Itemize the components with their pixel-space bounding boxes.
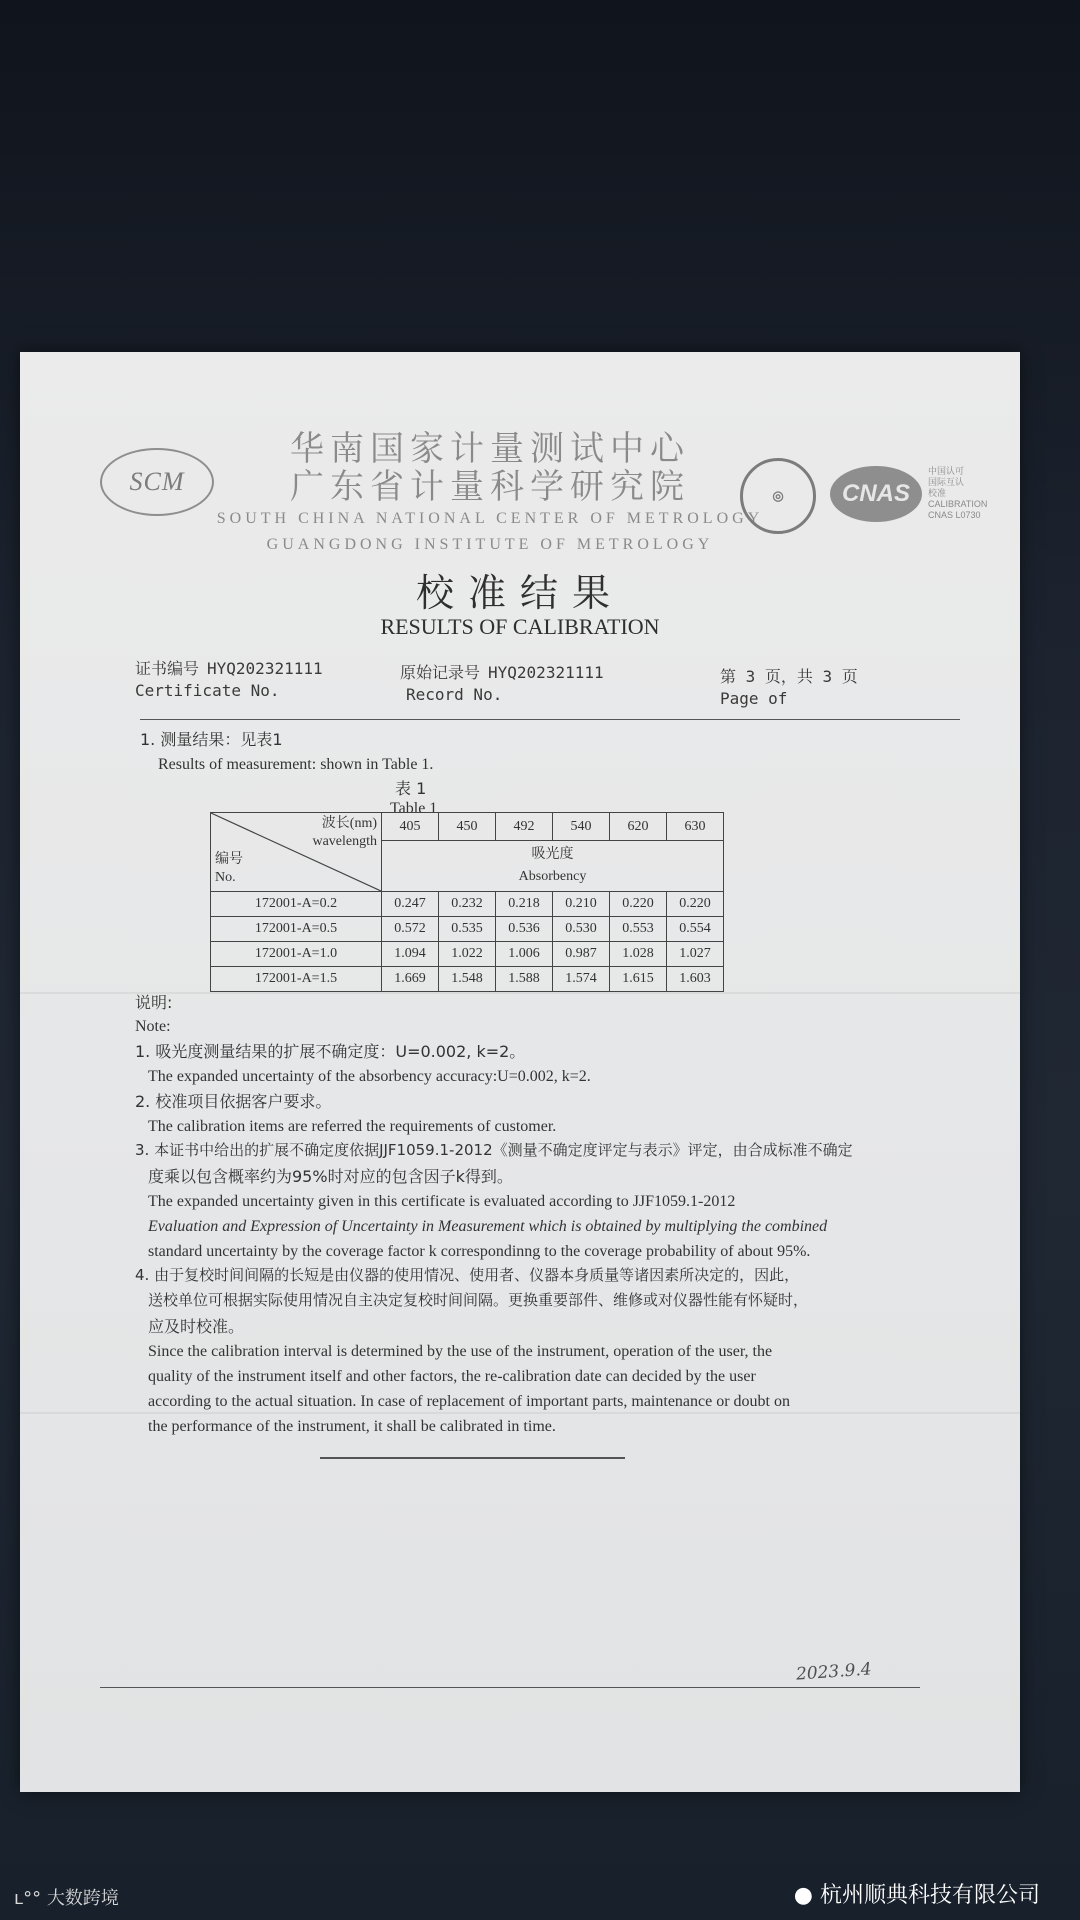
certificate-number: 证书编号 HYQ202321111 Certificate No. — [135, 659, 323, 700]
cnas-caption: 中国认可 国际互认 校准 CALIBRATION CNAS L0730 — [928, 466, 988, 520]
watermark-right: ● 杭州顺典科技有限公司 — [793, 1883, 1040, 1908]
accreditation-seal-icon: ◎ — [740, 458, 816, 534]
note-4-en-line-3: according to the actual situation. In case of replacement of important parts, maintenance or doubt on — [148, 1393, 790, 1410]
note-3-cn-line-2: 度乘以包含概率约为95%时对应的包含因子k得到。 — [148, 1167, 513, 1186]
note-2-cn: 2. 校准项目依据客户要求。 — [135, 1092, 332, 1111]
title-cn: 校准结果 — [415, 571, 624, 615]
org-name-cn-1: 华南国家计量测试中心 — [290, 429, 690, 469]
note-3-en-line-1: The expanded uncertainty given in this certificate is evaluated according to JJF1059.1-2012 — [148, 1193, 736, 1210]
note-3-en-line-3: standard uncertainty by the coverage factor k correspondinng to the coverage probability of about 95%. — [148, 1243, 811, 1260]
watermark-left: ʟ°° 大数跨境 — [14, 1888, 119, 1909]
table-row: 172001-A=1.0 1.094 1.022 1.006 0.987 1.028 1.027 — [211, 942, 724, 967]
table-row: 172001-A=0.5 0.572 0.535 0.536 0.530 0.553 0.554 — [211, 917, 724, 942]
note-4-cn-line-3: 应及时校准。 — [148, 1317, 245, 1336]
wavelength-header: 540 — [553, 813, 610, 841]
note-heading-cn: 说明: — [135, 993, 173, 1012]
page-number: 第 3 页，共 3 页 Page of — [720, 667, 858, 708]
handwritten-date: 2023.9.4 — [795, 1659, 873, 1685]
note-4-cn-line-2: 送校单位可根据实际使用情况自主决定复校时间间隔。更换重要部件、维修或对仪器性能有怀疑时， — [148, 1291, 809, 1309]
title-en: RESULTS OF CALIBRATION — [380, 614, 660, 639]
note-3-cn-line-1: 3. 本证书中给出的扩展不确定度依据JJF1059.1-2012《测量不确定度评定与表示》评定，由合成标准不确定 — [135, 1141, 853, 1159]
wechat-icon: ● — [793, 1883, 820, 1908]
watermark-logo-icon: ʟ°° — [14, 1888, 47, 1909]
end-of-content-line — [320, 1457, 625, 1459]
table-caption-cn: 表 1 — [395, 779, 427, 798]
header-divider — [140, 719, 960, 720]
note-4-en-line-4: the performance of the instrument, it shall be calibrated in time. — [148, 1418, 556, 1435]
org-name-en-2: GUANGDONG INSTITUTE OF METROLOGY — [266, 536, 714, 553]
absorbency-header: 吸光度 Absorbency — [382, 841, 724, 892]
table-caption-en: Table 1 — [390, 800, 438, 817]
absorbency-table — [210, 812, 724, 992]
note-4-cn-line-1: 4. 由于复校时间间隔的长短是由仪器的使用情况、使用者、仪器本身质量等诸因素所决定的，因此， — [135, 1266, 800, 1284]
org-name-en-1: SOUTH CHINA NATIONAL CENTER OF METROLOGY — [216, 510, 764, 527]
table-corner-header: 波长(nm) wavelength 编号 No. — [211, 813, 382, 892]
note-heading-en: Note: — [135, 1018, 171, 1035]
record-number: 原始记录号 HYQ202321111 Record No. — [400, 663, 604, 704]
wavelength-header: 630 — [667, 813, 724, 841]
scm-logo: SCM — [100, 448, 214, 516]
org-name-cn-2: 广东省计量科学研究院 — [290, 467, 690, 507]
table-row: 172001-A=0.2 0.247 0.232 0.218 0.210 0.220 0.220 — [211, 892, 724, 917]
note-4-en-line-1: Since the calibration interval is determined by the use of the instrument, operation of the user, the — [148, 1343, 773, 1360]
calibration-certificate-page — [20, 352, 1020, 1792]
note-2-en: The calibration items are referred the requirements of customer. — [148, 1118, 557, 1135]
cnas-logo: CNAS — [830, 466, 922, 522]
wavelength-header: 450 — [439, 813, 496, 841]
note-1-en: The expanded uncertainty of the absorbency accuracy:U=0.002, k=2. — [148, 1068, 591, 1085]
section-1-en: Results of measurement: shown in Table 1. — [158, 756, 434, 773]
organization-header — [210, 430, 770, 558]
note-4-en-line-2: quality of the instrument itself and other factors, the re-calibration date can decided by the user — [148, 1368, 756, 1385]
note-1-cn: 1. 吸光度测量结果的扩展不确定度：U=0.002, k=2。 — [135, 1042, 526, 1061]
wavelength-header: 620 — [610, 813, 667, 841]
wavelength-header: 492 — [496, 813, 553, 841]
note-3-en-line-2: Evaluation and Expression of Uncertainty in Measurement which is obtained by multiplying the combined — [148, 1218, 828, 1235]
footer-line — [100, 1687, 920, 1688]
section-1-cn: 1. 测量结果：见表1 — [140, 730, 283, 749]
table-row: 172001-A=1.5 1.669 1.548 1.588 1.574 1.615 1.603 — [211, 967, 724, 992]
wavelength-header: 405 — [382, 813, 439, 841]
